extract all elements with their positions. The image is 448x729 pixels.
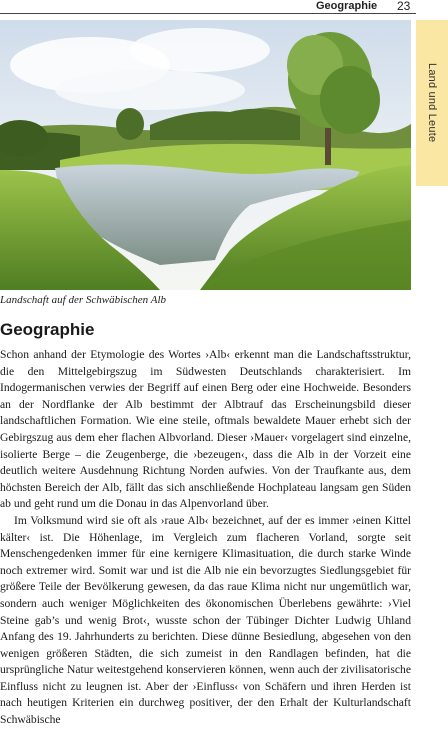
landscape-photo (0, 20, 411, 290)
running-header (0, 0, 448, 16)
running-header-section: Geographie (316, 0, 378, 12)
article-title: Geographie (0, 320, 95, 339)
page-number: 23 (397, 0, 411, 13)
article-paragraph-1: Schon anhand der Etymologie des Wortes ›Alb‹ erkennt man die Landschaftsstruktur, die den Mittelgebirgszug im Südwesten Deutschlands charakterisiert. Im Indogermanischen verwies der Begriff auf einen Berg oder eine Hochweide. Besonders an der Nordflanke der Alb bestimmt der Albtrauf das Erscheinungsbild dieser landschaftlichen Formation. Wie eine steile, oftmals bewaldete Mauer erhebt sich der Gebirgszug aus dem eher flachen Albvorland. Dieser ›Mauer‹ vorgelagert sind einzelne, isolierte Berge – die Zeugenberge, die ›bezeugen‹, dass die Alb in der Vorzeit eine deutlich weitere Ausdehnung Richtung Norden aufwies. Von der Traufkante aus, dem höchsten Bereich der Alb, fällt das sich anschließende Hochplateau langsam gen Süden ab und geht rund um die Donau in das Alpenvorland über. (0, 348, 411, 511)
article-paragraph-2: Im Volksmund wird sie oft als ›raue Alb‹ bezeichnet, auf der es immer ›einen Kittel kälter‹ ist. Die Höhenlage, im Vergleich zum flacheren Vorland, sorgte seit Menschengedenken immer für eine kernigere Klimasituation, die durch starke Winde noch extremer wird. Somit war und ist die Alb nie ein bevorzugtes Siedlungsgebiet für größere Teile der Bevölkerung gewesen, da das raue Klima nicht nur ungemütlich war, sondern auch weniger Möglichkeiten des ökonomischen Überlebens gewährte: ›Viel Steine gab’s und wenig Brot‹, wusste schon der Tübinger Dichter Ludwig Uhland Anfang des 19. Jahrhunderts zu berichten. Diese dünne Besiedlung, abgesehen von den wenigen größeren Städten, die sich zumeist in den Randlagen befinden, hat die ursprüngliche Natur weitestgehend konservieren können, wenn auch der zivilisatorische Einfluss nicht zu leugnen ist. Aber der ›Einfluss‹ von Schäfern und ihren Herden ist nach heutigen Kriterien ein durchweg positiver, der den Erhalt der Kulturlandschaft Schwäbische (0, 513, 411, 727)
chapter-side-tab-label: Land und Leute (426, 63, 438, 143)
header-rule (0, 13, 416, 14)
article-body (0, 347, 411, 729)
figure-caption: Landschaft auf der Schwäbischen Alb (0, 294, 167, 306)
